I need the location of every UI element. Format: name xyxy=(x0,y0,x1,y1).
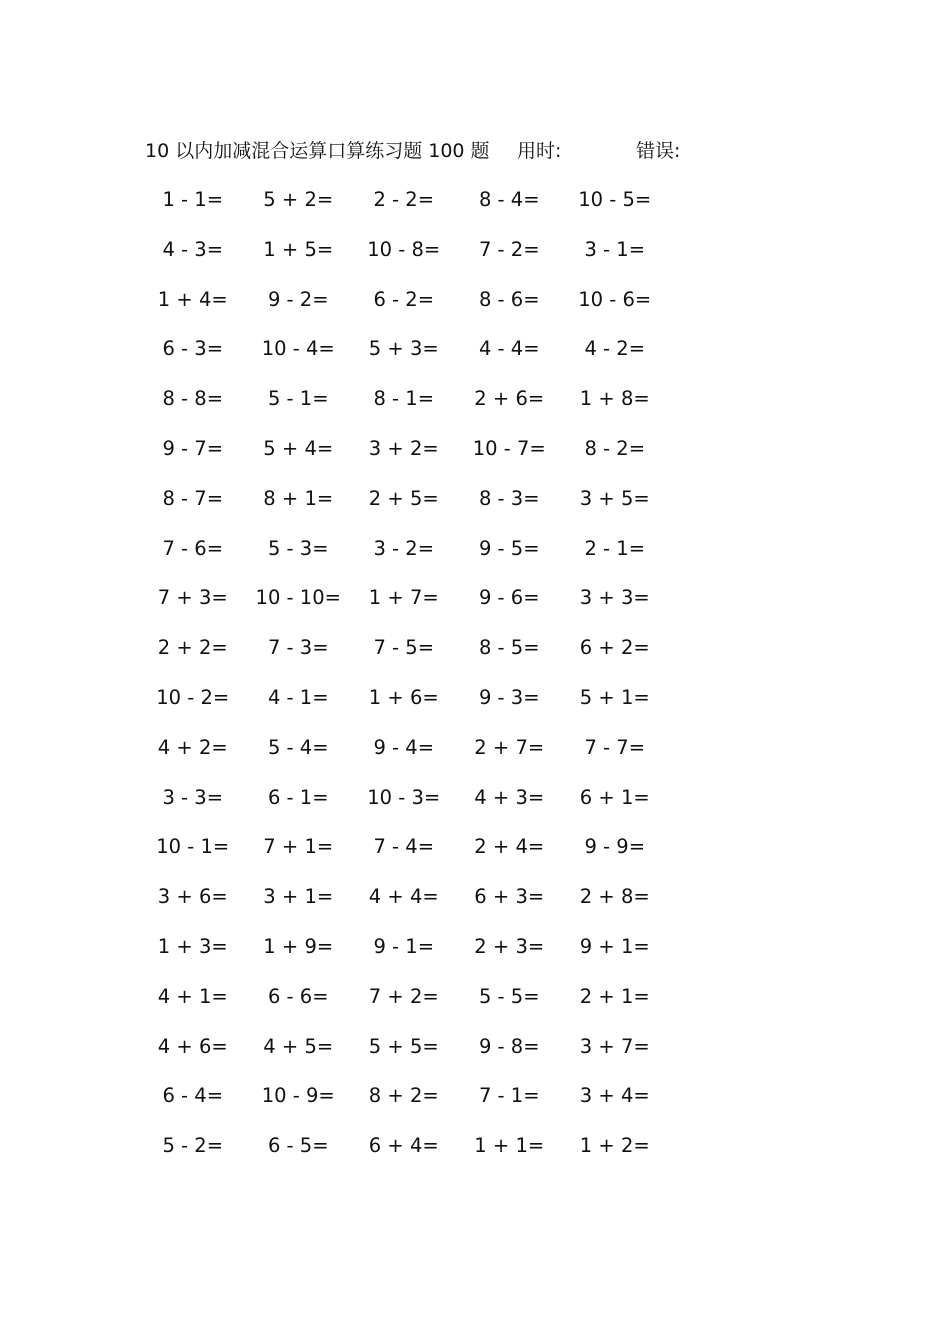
problem-item: 3 + 3= xyxy=(579,586,650,610)
problem-item: 1 - 1= xyxy=(162,188,224,211)
problem-item: 10 - 4= xyxy=(261,337,335,361)
problem-item: 10 - 3= xyxy=(367,785,441,809)
problem-item: 2 + 1= xyxy=(579,984,650,1008)
problem-item: 3 + 6= xyxy=(157,885,228,909)
problem-item: 8 - 5= xyxy=(478,636,540,660)
problem-item: 5 - 3= xyxy=(267,536,329,560)
problem-item: 5 + 5= xyxy=(368,1034,439,1058)
problem-item: 1 + 7= xyxy=(368,586,439,610)
problem-item: 7 + 2= xyxy=(368,984,439,1008)
problem-item: 5 + 4= xyxy=(263,436,334,460)
problem-item: 1 + 2= xyxy=(579,1134,650,1158)
problem-item: 7 + 3= xyxy=(157,586,228,610)
problem-item: 6 - 4= xyxy=(162,1084,224,1108)
problem-item: 6 - 2= xyxy=(373,287,435,311)
problem-item: 7 - 6= xyxy=(162,536,224,560)
problem-item: 10 - 2= xyxy=(156,685,230,709)
problem-row xyxy=(140,235,680,285)
problem-item: 6 + 3= xyxy=(474,885,545,909)
problem-item: 5 - 5= xyxy=(478,984,540,1008)
problem-item: 1 + 3= xyxy=(157,934,228,958)
problem-row xyxy=(140,1032,680,1082)
problem-item: 8 - 3= xyxy=(478,486,540,510)
problem-item: 7 - 4= xyxy=(373,835,435,859)
problem-item: 7 - 1= xyxy=(478,1084,540,1108)
problem-row xyxy=(140,384,680,434)
problem-row xyxy=(140,484,680,534)
problem-item: 9 - 6= xyxy=(478,586,540,610)
problem-item: 7 - 3= xyxy=(267,636,329,660)
problem-item: 3 - 1= xyxy=(584,237,646,261)
problem-row xyxy=(140,185,680,235)
problem-item: 5 + 1= xyxy=(579,685,650,709)
problem-item: 8 - 8= xyxy=(162,387,224,411)
problem-item: 7 - 2= xyxy=(478,237,540,261)
problem-item: 6 - 5= xyxy=(267,1134,329,1158)
problem-item: 4 + 2= xyxy=(157,735,228,759)
problem-item: 10 - 7= xyxy=(472,436,546,460)
problem-item: 10 - 10= xyxy=(255,586,341,610)
problem-item: 5 + 3= xyxy=(368,337,439,361)
problem-item: 3 - 3= xyxy=(162,785,224,809)
problem-item: 5 - 2= xyxy=(162,1134,224,1158)
time-used-label: 用时: xyxy=(517,140,562,162)
problem-item: 3 + 4= xyxy=(579,1084,650,1108)
problem-item: 4 + 6= xyxy=(157,1034,228,1058)
problem-item: 2 - 1= xyxy=(584,536,646,560)
problem-row xyxy=(140,783,680,833)
problem-item: 1 + 5= xyxy=(263,237,334,261)
problem-row xyxy=(140,1081,680,1131)
problem-item: 1 + 9= xyxy=(263,934,334,958)
problem-grid xyxy=(140,185,680,1181)
problem-item: 3 + 1= xyxy=(263,885,334,909)
problem-item: 3 + 2= xyxy=(368,436,439,460)
problem-item: 9 - 1= xyxy=(373,934,435,958)
problem-row xyxy=(140,982,680,1032)
problem-item: 9 - 3= xyxy=(478,685,540,709)
problem-item: 4 - 2= xyxy=(584,337,646,361)
problem-item: 6 + 4= xyxy=(368,1134,439,1158)
problem-item: 6 - 6= xyxy=(267,984,329,1008)
problem-item: 4 - 4= xyxy=(478,337,540,361)
problem-item: 4 + 4= xyxy=(368,885,439,909)
problem-item: 7 - 7= xyxy=(584,735,646,759)
problem-item: 1 + 8= xyxy=(579,387,650,411)
problem-item: 5 - 1= xyxy=(267,387,329,411)
problem-item: 4 + 1= xyxy=(157,984,228,1008)
problem-item: 8 - 6= xyxy=(478,287,540,311)
problem-item: 5 + 2= xyxy=(263,188,334,211)
problem-item: 2 + 3= xyxy=(474,934,545,958)
problem-item: 9 + 1= xyxy=(579,934,650,958)
problem-row xyxy=(140,334,680,384)
problem-row xyxy=(140,683,680,733)
problem-item: 6 + 2= xyxy=(579,636,650,660)
problem-item: 2 + 2= xyxy=(157,636,228,660)
problem-item: 2 + 4= xyxy=(474,835,545,859)
problem-item: 4 - 1= xyxy=(267,685,329,709)
problem-row xyxy=(140,633,680,683)
problem-item: 9 - 7= xyxy=(162,436,224,460)
problem-item: 10 - 9= xyxy=(261,1084,335,1108)
problem-item: 10 - 5= xyxy=(578,188,652,211)
problem-item: 8 - 1= xyxy=(373,387,435,411)
problem-item: 8 - 2= xyxy=(584,436,646,460)
problem-item: 3 - 2= xyxy=(373,536,435,560)
problem-item: 3 + 5= xyxy=(579,486,650,510)
problem-item: 9 - 9= xyxy=(584,835,646,859)
problem-row xyxy=(140,534,680,584)
problem-item: 4 + 3= xyxy=(474,785,545,809)
problem-row xyxy=(140,733,680,783)
problem-item: 9 - 4= xyxy=(373,735,435,759)
problem-item: 2 + 5= xyxy=(368,486,439,510)
worksheet-title: 10 以内加减混合运算口算练习题 100 题 xyxy=(145,140,490,162)
problem-item: 10 - 8= xyxy=(367,237,441,261)
problem-item: 6 - 3= xyxy=(162,337,224,361)
problem-item: 3 + 7= xyxy=(579,1034,650,1058)
problem-item: 2 + 8= xyxy=(579,885,650,909)
problem-item: 8 - 4= xyxy=(478,188,540,211)
problem-item: 8 + 1= xyxy=(263,486,334,510)
problem-item: 4 + 5= xyxy=(263,1034,334,1058)
problem-row xyxy=(140,832,680,882)
problem-item: 7 + 1= xyxy=(263,835,334,859)
problem-item: 6 + 1= xyxy=(579,785,650,809)
problem-row xyxy=(140,1131,680,1181)
problem-row xyxy=(140,932,680,982)
problem-item: 6 - 1= xyxy=(267,785,329,809)
problem-item: 8 + 2= xyxy=(368,1084,439,1108)
problem-item: 2 + 6= xyxy=(474,387,545,411)
problem-item: 9 - 2= xyxy=(267,287,329,311)
problem-item: 5 - 4= xyxy=(267,735,329,759)
problem-item: 2 + 7= xyxy=(474,735,545,759)
problem-row xyxy=(140,434,680,484)
problem-item: 8 - 7= xyxy=(162,486,224,510)
problem-item: 1 + 6= xyxy=(368,685,439,709)
problem-row xyxy=(140,583,680,633)
problem-item: 1 + 1= xyxy=(474,1134,545,1158)
problem-row xyxy=(140,882,680,932)
problem-item: 2 - 2= xyxy=(373,188,435,211)
problem-item: 1 + 4= xyxy=(157,287,228,311)
errors-label: 错误: xyxy=(636,140,681,162)
problem-item: 10 - 1= xyxy=(156,835,230,859)
problem-row xyxy=(140,285,680,335)
problem-item: 7 - 5= xyxy=(373,636,435,660)
problem-item: 9 - 8= xyxy=(478,1034,540,1058)
problem-item: 10 - 6= xyxy=(578,287,652,311)
problem-item: 9 - 5= xyxy=(478,536,540,560)
problem-item: 4 - 3= xyxy=(162,237,224,261)
